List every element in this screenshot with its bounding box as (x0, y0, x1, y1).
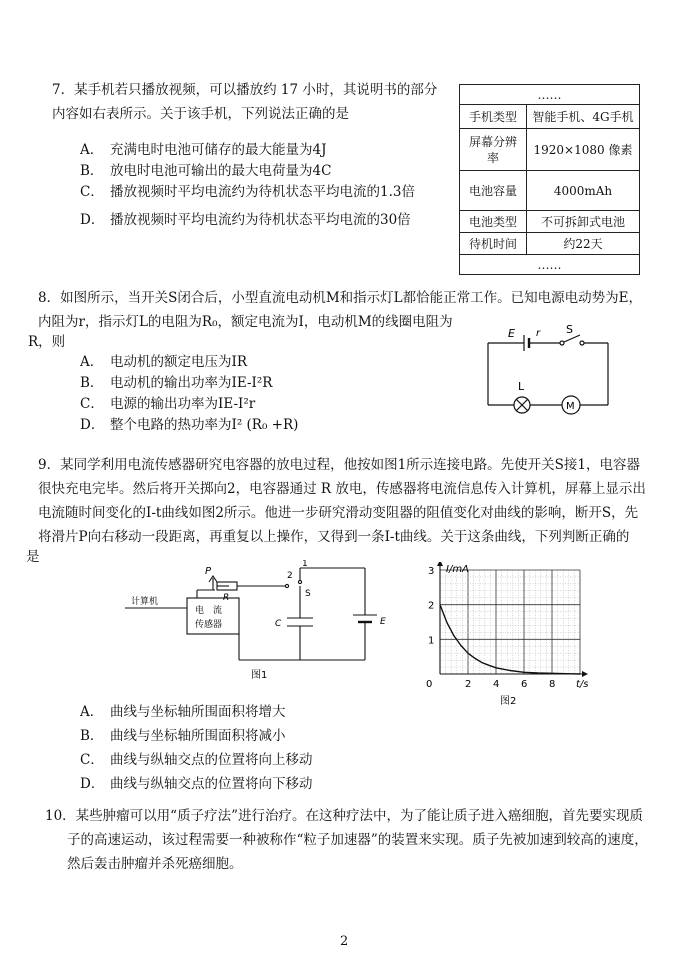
y-tick-label: 2 (428, 600, 435, 612)
option-label: D． (80, 212, 105, 228)
option-text: 电动机的额定电压为IR (110, 354, 247, 370)
sensor-label-line1: 电 流 (195, 606, 223, 616)
x-tick-label: 2 (465, 679, 472, 690)
q8-option-b[interactable] (80, 371, 272, 391)
option-text: 电动机的输出功率为IE-I²R (110, 375, 273, 391)
capacitor-c-label: C (275, 619, 282, 629)
q10-line1: 10．某些肿瘤可以用“质子疗法”进行治疗。在这种疗法中，为了能让质子进入癌细胞，首先要实现质 (45, 808, 643, 824)
battery-e-label: E (380, 617, 386, 627)
q10-line2: 子的高速运动，该过程需要一种被称作“粒子加速器”的装置来实现。质子先被加速到较高的速度， (67, 832, 648, 848)
option-label: C． (80, 184, 104, 200)
switch-contact (560, 341, 564, 345)
option-label: C． (80, 396, 104, 412)
x-axis-arrow (582, 671, 588, 677)
option-label: C． (80, 752, 104, 768)
q9-stem-line1: 9．某同学利用电流传感器研究电容器的放电过程，他按如图1所示连接电路。先使开关S接1，电容器 (38, 457, 641, 473)
internal-resistance-label: r (536, 328, 541, 339)
q8-option-a[interactable] (80, 350, 247, 370)
q9-figure-2-chart (418, 562, 588, 710)
lamp-label: L (518, 380, 525, 393)
emf-label: E (508, 327, 515, 340)
x-axis-label: t/s (576, 679, 588, 690)
figure-2-caption: 图2 (500, 696, 517, 707)
x-tick-label: 6 (521, 679, 528, 690)
option-label: A． (80, 354, 104, 370)
option-text: 放电时电池可输出的最大电荷量为4C (110, 163, 332, 179)
q9-option-d[interactable] (80, 772, 313, 792)
option-label: B． (80, 728, 104, 744)
spec-row: 电池类型 不可拆卸式电池 (460, 211, 640, 233)
switch-contact (580, 341, 584, 345)
spec-footer: …… (460, 255, 640, 275)
q9-stem-line5: 是 (26, 549, 40, 565)
node-1-label: 1 (302, 560, 308, 569)
q8-stem-line1: 8．如图所示，当开关S闭合后，小型直流电动机M和指示灯L都恰能正常工作。已知电源电动势为E， (38, 290, 642, 306)
x-tick-label: 0 (426, 679, 433, 690)
q8-option-d[interactable] (80, 413, 298, 433)
option-label: D． (80, 776, 105, 792)
x-tick-label: 4 (493, 679, 500, 690)
option-label: A． (80, 704, 104, 720)
q7-option-d[interactable] (80, 208, 411, 228)
option-text: 电源的输出功率为IE-I²r (110, 396, 256, 412)
q7-stem-line2: 内容如右表所示。关于该手机，下列说法正确的是 (52, 106, 349, 122)
q8-stem-line2: 内阻为r，指示灯L的电阻为R₀，额定电流为I，电动机M的线圈电阻为 (38, 314, 453, 330)
rheostat-r-label: R (223, 593, 230, 603)
q9-stem-line3: 电流随时间变化的I-t曲线如图2所示。他进一步研究滑动变阻器的阻值变化对曲线的影响，断开S，先 (38, 505, 639, 521)
q9-option-c[interactable] (80, 748, 313, 768)
q7-option-c[interactable] (80, 180, 415, 200)
sensor-label-line2: 传感器 (195, 620, 223, 630)
spec-header: …… (460, 85, 640, 105)
spec-row: 电池容量 4000mAh (460, 171, 640, 211)
q9-stem-line2: 很快充电完毕。然后将开关掷向2，电容器通过 R 放电，传感器将电流信息传入计算机，屏幕上显示出 (38, 481, 646, 497)
y-tick-label: 1 (428, 635, 435, 647)
option-text: 曲线与坐标轴所围面积将减小 (110, 728, 286, 744)
q9-option-b[interactable] (80, 724, 286, 744)
option-label: B． (80, 375, 104, 391)
phone-spec-table (459, 84, 640, 275)
switch-s-label: S (305, 589, 311, 599)
computer-label: 计算机 (131, 597, 159, 607)
option-text: 曲线与纵轴交点的位置将向下移动 (110, 776, 313, 792)
option-text: 充满电时电池可储存的最大能量为4J (110, 142, 327, 158)
option-text: 整个电路的热功率为I² (R₀ +R) (110, 417, 299, 433)
spec-row: 屏幕分辨率 1920×1080 像素 (460, 129, 640, 171)
x-tick-label: 8 (549, 679, 556, 690)
option-text: 播放视频时平均电流约为待机状态平均电流的30倍 (110, 212, 411, 228)
q9-stem-line4: 将滑片P向右移动一段距离，再重复以上操作，又得到一条I-t曲线。关于这条曲线，下列判断正确的 (38, 529, 630, 545)
motor-label: M (566, 401, 575, 412)
switch-blade (564, 335, 580, 342)
q8-stem-line3: R，则 (28, 334, 66, 350)
q7-stem (52, 78, 442, 126)
figure-1-caption: 图1 (251, 670, 268, 681)
q7-option-b[interactable] (80, 159, 331, 179)
page-number: 2 (340, 934, 349, 949)
q10-line3: 然后轰击肿瘤并杀死癌细胞。 (67, 856, 243, 872)
q9-figure-1-circuit (125, 560, 395, 685)
slider-p-label: P (205, 566, 212, 577)
q7-option-a[interactable] (80, 138, 327, 158)
option-text: 曲线与纵轴交点的位置将向上移动 (110, 752, 313, 768)
option-label: D． (80, 417, 105, 433)
y-tick-label: 3 (428, 566, 435, 577)
y-axis-arrow (437, 562, 443, 566)
y-axis-label: I/mA (446, 564, 469, 575)
spec-row: 手机类型 智能手机、4G手机 (460, 105, 640, 129)
spec-row: 待机时间 约22天 (460, 233, 640, 255)
switch-label: S (566, 325, 573, 336)
option-label: B． (80, 163, 104, 179)
node-2-label: 2 (287, 571, 293, 581)
q8-option-c[interactable] (80, 392, 255, 412)
option-text: 播放视频时平均电流约为待机状态平均电流的1.3倍 (110, 184, 415, 200)
q9-option-a[interactable] (80, 700, 286, 720)
q10-stem (45, 804, 685, 876)
q9-stem (26, 453, 678, 565)
option-text: 曲线与坐标轴所围面积将增大 (110, 704, 286, 720)
q7-stem-line1: 7．某手机若只播放视频，可以播放约 17 小时，其说明书的部分 (52, 82, 438, 98)
option-label: A． (80, 142, 104, 158)
q8-circuit-diagram (480, 325, 620, 420)
